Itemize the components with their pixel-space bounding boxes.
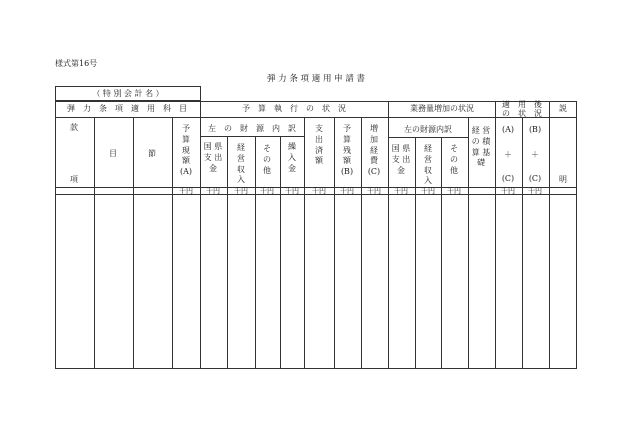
- col-line-7: [280, 136, 281, 369]
- col-business-income: 経 営 収 入: [237, 143, 245, 185]
- account-name-label: （ 特 別 会 計 名 ）: [92, 89, 164, 98]
- col-kan: 款: [70, 123, 78, 132]
- col-line-3: [172, 117, 173, 369]
- col-expenditure: 支 出 済 額: [315, 124, 323, 166]
- unit-other: 千円: [260, 187, 274, 195]
- col-line-9: [334, 117, 335, 369]
- unit-budget-remaining: 千円: [340, 187, 354, 195]
- col-line-5: [227, 136, 228, 369]
- col-business-income-2: 経 営 収 入: [424, 144, 432, 186]
- unit-other-2: 千円: [447, 187, 461, 195]
- unit-after-a: 千円: [501, 187, 515, 195]
- unit-expenditure: 千円: [312, 187, 326, 195]
- header-main-label: 弾 力 条 項 適 用 科 目: [67, 104, 187, 113]
- col-after-a-top: (A): [501, 125, 515, 134]
- col-setsu: 節: [148, 149, 156, 158]
- unit-carryover: 千円: [285, 187, 299, 195]
- unit-national-pref-2: 千円: [394, 187, 408, 195]
- col-basis: 経 営 の 積 算 基 礎: [471, 126, 491, 168]
- header-explanation: 説: [559, 104, 567, 113]
- col-moku: 目: [109, 149, 117, 158]
- col-budget-current: 予 算 現 額 (A): [179, 124, 193, 177]
- unit-business-income: 千円: [234, 187, 248, 195]
- col-national-pref-2: 国 県 支 出 金: [391, 144, 411, 175]
- col-left-source: 左 の 財 源 内 訳: [208, 124, 296, 133]
- col-after-a-bottom: (C): [501, 174, 515, 183]
- col-line-14: [468, 117, 469, 369]
- col-line-12: [415, 137, 416, 369]
- col-explanation-bottom: 明: [559, 175, 567, 184]
- col-line-1: [94, 117, 95, 369]
- form-number: 様式第16号: [55, 59, 98, 68]
- col-budget-remaining: 予 算 残 額 (B): [340, 124, 354, 177]
- unit-increase-cost: 千円: [367, 187, 381, 195]
- header-budget-status: 予 算 執 行 の 状 況: [242, 104, 346, 113]
- col-line-8: [304, 117, 305, 369]
- col-kou: 項: [70, 175, 78, 184]
- unit-after-b: 千円: [528, 187, 542, 195]
- header-after-status: 適 用 後 の 状 況: [502, 100, 542, 118]
- col-line-15: [495, 101, 496, 369]
- col-line-16: [522, 117, 523, 369]
- col-line-4: [200, 101, 201, 369]
- page-title: 弾 力 条 項 適 用 申 請 書: [266, 74, 366, 84]
- col-national-pref: 国 県 支 出 金: [203, 142, 223, 173]
- col-after-a-mid: ＋: [504, 150, 512, 159]
- col-line-11: [388, 101, 389, 369]
- col-left-source-2: 左の財源内訳: [404, 125, 452, 134]
- unit-budget-current: 千円: [179, 187, 193, 195]
- col-after-b-bottom: (C): [528, 174, 542, 183]
- col-increase-cost: 増 加 経 費 (C): [367, 124, 381, 177]
- col-line-13: [441, 137, 442, 369]
- unit-national-pref: 千円: [206, 187, 220, 195]
- col-line-10: [361, 117, 362, 369]
- col-after-b-mid: ＋: [531, 150, 539, 159]
- col-line-2: [133, 117, 134, 369]
- header-business-status: 業務量増加の状況: [410, 104, 474, 113]
- col-after-b-top: (B): [528, 125, 542, 134]
- col-other-2: そ の 他: [450, 144, 458, 175]
- col-carryover: 繰 入 金: [288, 142, 296, 173]
- col-line-17: [549, 101, 550, 369]
- unit-business-income-2: 千円: [421, 187, 435, 195]
- subheader-left-line: [200, 136, 304, 137]
- subheader-business-line: [388, 137, 468, 138]
- col-line-6: [255, 136, 256, 369]
- col-other: そ の 他: [263, 144, 271, 175]
